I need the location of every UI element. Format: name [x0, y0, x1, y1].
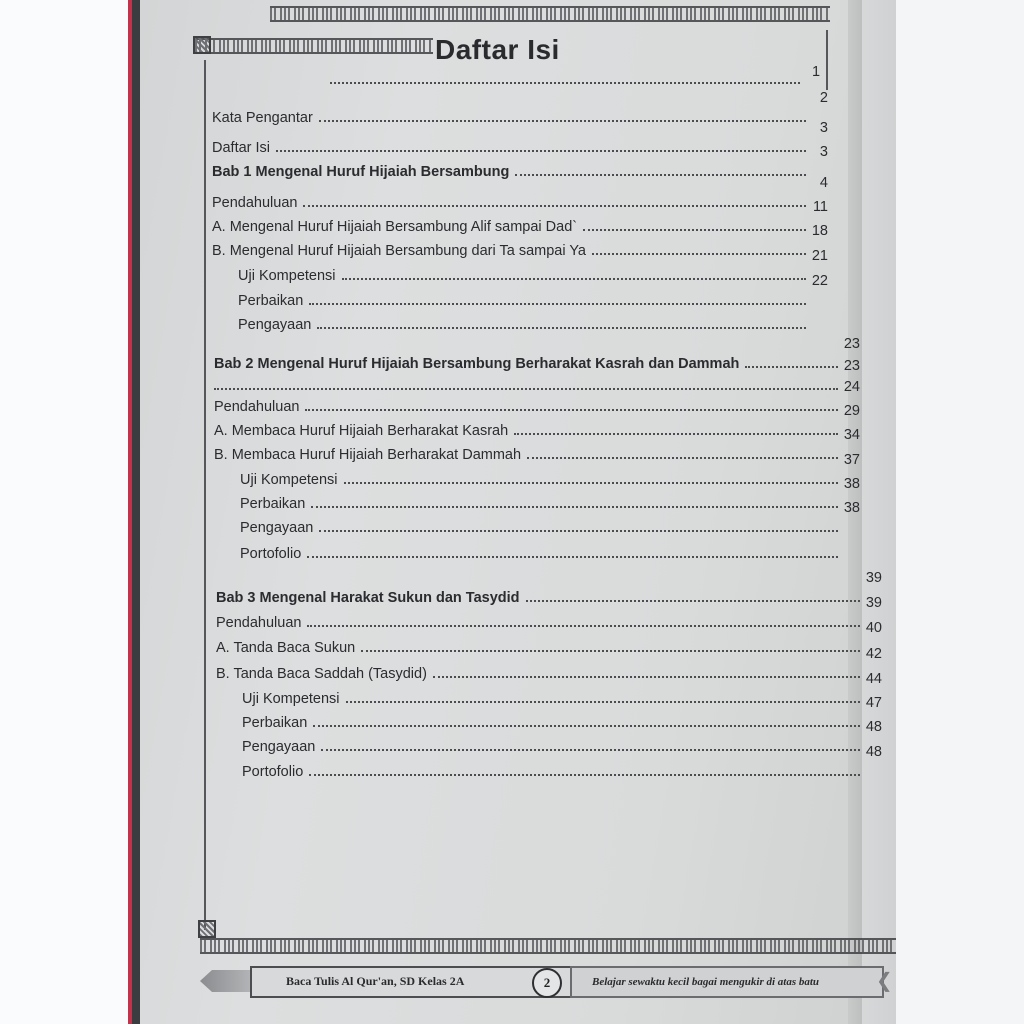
toc-leader	[514, 433, 838, 435]
toc-leader	[745, 366, 838, 368]
background-right	[896, 0, 1024, 1024]
ornament-corner-bottom-left	[198, 920, 216, 938]
toc-entry-page: 39	[865, 595, 882, 611]
toc-entry-page: 23	[843, 358, 860, 374]
toc-entry-label: Uji Kompetensi	[242, 691, 340, 707]
toc-entry-page: 21	[811, 248, 828, 264]
background-left	[0, 0, 128, 1024]
toc-entry-label: Uji Kompetensi	[240, 472, 338, 488]
toc-entry-label: A. Mengenal Huruf Hijaiah Bersambung Alif sampai Dad`	[212, 219, 578, 235]
toc-leader	[319, 530, 838, 532]
adjacent-page	[862, 0, 896, 1024]
toc-page-number: 1	[812, 64, 821, 80]
toc-entry-label: Portofolio	[240, 546, 302, 562]
toc-entry-label: Pendahuluan	[212, 195, 298, 211]
toc-leader	[526, 600, 860, 602]
toc-leader	[433, 676, 860, 678]
toc-entry	[212, 175, 828, 211]
toc-leader	[583, 229, 806, 231]
toc-leader	[592, 253, 806, 255]
toc-leader	[342, 278, 806, 280]
toc-leader	[305, 409, 838, 411]
frame-left-line	[204, 60, 206, 930]
toc-leader	[319, 120, 806, 122]
footer-page-number: 2	[532, 968, 562, 998]
toc-entry-label: Perbaikan	[242, 715, 308, 731]
toc-entry	[240, 540, 860, 562]
toc-entry-page: 48	[865, 744, 882, 760]
toc-entry-page: 37	[843, 452, 860, 468]
toc-entry-page: 2	[819, 90, 828, 106]
toc-preamble-row	[330, 64, 820, 86]
toc-entry-page: 11	[812, 199, 828, 215]
toc-entry-label: Bab 3 Mengenal Harakat Sukun dan Tasydid	[216, 590, 520, 606]
toc-entry	[216, 570, 882, 606]
toc-leader	[313, 725, 860, 727]
toc-entry-page: 3	[819, 120, 828, 136]
toc-entry-label: Portofolio	[242, 764, 304, 780]
toc-entry-label: B. Mengenal Huruf Hijaiah Bersambung dari Ta sampai Ya	[212, 243, 586, 259]
toc-leader	[307, 625, 860, 627]
toc-entry-label: Pendahuluan	[214, 399, 300, 415]
toc-entry-page: 29	[843, 403, 860, 419]
toc-entry-label: Perbaikan	[240, 496, 306, 512]
toc-entry-page: 4	[819, 175, 828, 191]
toc-entry-label: Bab 2 Mengenal Huruf Hijaiah Bersambung Berharakat Kasrah dan Dammah	[214, 356, 740, 372]
toc-leader	[311, 506, 838, 508]
toc-entry-page: 39	[865, 570, 882, 586]
toc-entry-label: Perbaikan	[238, 293, 304, 309]
toc-leader	[344, 482, 838, 484]
toc-leader	[361, 650, 860, 652]
toc-entry-label: A. Tanda Baca Sukun	[216, 640, 356, 656]
toc-leader	[321, 749, 860, 751]
toc-leader	[515, 174, 806, 176]
ornament-border-top	[270, 6, 830, 22]
toc-entry-label: Uji Kompetensi	[238, 268, 336, 284]
toc-entry-page: 34	[843, 427, 860, 443]
background-dark-edge	[132, 0, 140, 1024]
toc-entry-page: 44	[865, 671, 882, 687]
toc-leader	[346, 701, 860, 703]
toc-entry	[214, 336, 860, 372]
toc-entry-page: 24	[843, 379, 860, 395]
toc-leader	[309, 774, 860, 776]
footer-book-title: Baca Tulis Al Qur'an, SD Kelas 2A	[286, 974, 465, 988]
toc-entry-page: 38	[843, 476, 860, 492]
toc-entry-label: Bab 1 Mengenal Huruf Hijaiah Bersambung	[212, 164, 510, 180]
footer-end-decoration: ❮	[876, 970, 893, 992]
toc-entry	[212, 90, 828, 126]
toc-entry-page: 3	[819, 144, 828, 160]
toc-entry	[238, 311, 828, 333]
toc-entry-label: Kata Pengantar	[212, 110, 313, 126]
toc-entry-page: 42	[865, 646, 882, 662]
toc-entry-page: 48	[865, 719, 882, 735]
toc-entry-page: 18	[811, 223, 828, 239]
toc-entry-label: Pengayaan	[240, 520, 314, 536]
ornament-border-bottom	[200, 938, 896, 954]
toc-entry	[212, 120, 828, 156]
toc-leader	[303, 205, 806, 207]
toc-entry-label: B. Membaca Huruf Hijaiah Berharakat Dammah	[214, 447, 522, 463]
toc-leader	[214, 388, 838, 390]
page-title: Daftar Isi	[435, 34, 560, 65]
toc-leader	[276, 150, 806, 152]
toc-entry-page: 23	[843, 336, 860, 352]
toc-entry-label: Pendahuluan	[216, 615, 302, 631]
toc-leader	[330, 82, 800, 84]
ornament-corner-top-left	[193, 36, 211, 54]
toc-entry-label: Daftar Isi	[212, 140, 271, 156]
toc-entry-label: Pengayaan	[242, 739, 316, 755]
frame-right-line	[826, 30, 828, 90]
toc-entry-page: 40	[865, 620, 882, 636]
toc-entry-page: 47	[865, 695, 882, 711]
toc-leader	[317, 327, 806, 329]
toc-entry	[214, 379, 860, 415]
toc-entry-label: Pengayaan	[238, 317, 312, 333]
footer-motto: Belajar sewaktu kecil bagai mengukir di atas batu	[592, 976, 820, 988]
toc-entry-page: 38	[843, 500, 860, 516]
toc-entry-label: B. Tanda Baca Saddah (Tasydid)	[216, 666, 427, 682]
toc-leader	[309, 303, 806, 305]
toc-entry-page: 22	[811, 273, 828, 289]
page-footer	[200, 960, 896, 1000]
toc-leader	[307, 556, 838, 558]
toc-entry-label: A. Membaca Huruf Hijaiah Berharakat Kasrah	[214, 423, 509, 439]
ornament-border-top-left	[195, 38, 433, 54]
toc-leader	[527, 457, 838, 459]
